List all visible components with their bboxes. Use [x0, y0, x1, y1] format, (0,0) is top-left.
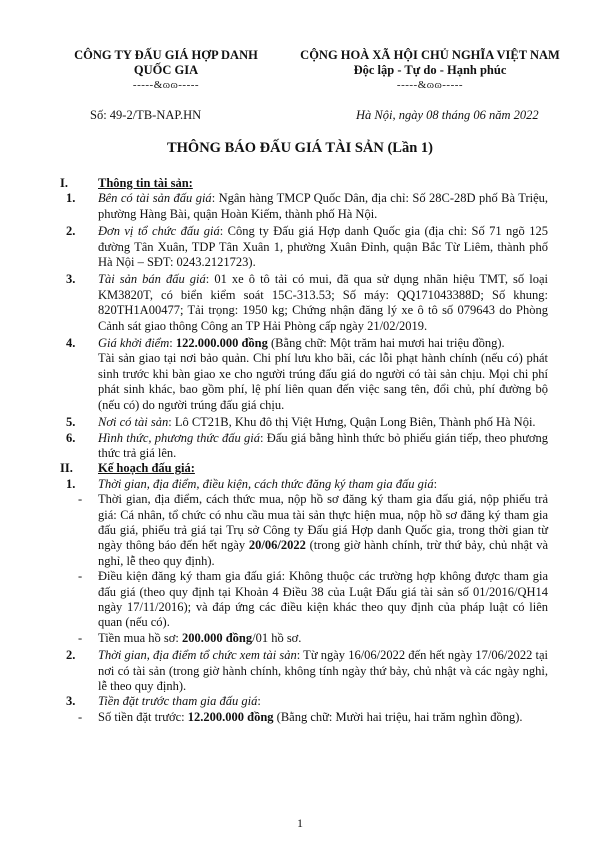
dash-item [60, 710, 548, 725]
dash-text-end: (Bằng chữ: Mười hai triệu, hai trăm nghìn đồng). [273, 709, 523, 724]
item-label: Bên có tài sản đấu giá [98, 191, 212, 206]
list-item [60, 477, 548, 492]
item-text: : Công ty Đấu giá Hợp danh Quốc gia (địa chỉ: Số 71 ngõ 125 đường Tân Xuân, TDP Tân Xuân 1, phường Xuân Đỉnh, quận Bắc Từ Liêm, thành phố Hà Nội – SĐT: 0243.2121723). [98, 224, 548, 270]
list-item [60, 272, 548, 334]
motto-ornament: -----&ɷɷ----- [396, 79, 464, 91]
org-ornament: -----&ɷɷ----- [132, 79, 200, 91]
deposit-amount: 12.200.000 đồng [187, 709, 274, 724]
dash-marker: - [78, 630, 83, 645]
organization-header [56, 48, 276, 92]
dash-text: Thời gian, địa điểm, cách thức mua, nộp hồ sơ đăng ký tham gia đấu giá, nộp phiếu trả giá: Cá nhân, tổ chức có nhu cầu mua tài sản thực hiện mua, nộp hồ sơ đăng ký tham gia đấu giá, phiếu trả giá tại Trụ sở Công ty Đấu giá Hợp danh Quốc gia, trong thời gian từ ngày thông báo đến hết ngày [98, 492, 548, 553]
list-item [60, 191, 548, 222]
item-text: : Lô CT21B, Khu đô thị Việt Hưng, Quận Long Biên, Thành phố Hà Nội. [168, 415, 536, 430]
item-colon: : [433, 476, 438, 491]
item-label: Hình thức, phương thức đấu giá [98, 430, 261, 445]
item-number: 4. [66, 336, 76, 351]
item-note: Tài sản giao tại nơi bảo quản. Chi phí lưu kho bãi, các lỗi phạt hành chính (nếu có) phát sinh trước khi bàn giao xe cho người trúng đấu giá do người có tài sản chịu. Mọi chi phí phát sinh khác, bao gồm phí, lệ phí liên quan đến việc sang tên, đổi chủ, phí đường bộ (nếu có) do người trúng đấu giá chịu. [98, 351, 548, 412]
item-number: 1. [66, 476, 76, 491]
dash-text-end: (trong giờ hành chính, trừ thứ bảy, chủ nhật và nghỉ, lễ theo quy định). [98, 538, 549, 568]
dash-item [60, 569, 548, 631]
item-number: 3. [66, 272, 76, 287]
dash-text: Số tiền đặt trước: [98, 709, 188, 724]
list-item [60, 694, 548, 709]
national-header [280, 48, 580, 92]
section-title: Kế hoạch đấu giá: [98, 461, 195, 476]
dash-marker: - [78, 709, 83, 724]
list-item: 4. Giá khởi điểm: 122.000.000 đồng (Bằng chữ: Một trăm hai mươi hai triệu đồng). Tài sản giao tại nơi bảo quản. Chi phí lưu kho bãi, các lỗi phạt hành chính (nếu có) phát sinh trước khi bàn giao xe cho người trúng đấu giá do người có tài sản chịu. Mọi chi phí phát sinh khác, bao gồm phí, lệ phí liên quan đến việc sang tên, đổi chủ, phí đường bộ (nếu có) do người trúng đấu giá chịu. [66, 336, 548, 412]
item-label: Thời gian, địa điểm tổ chức xem tài sản [98, 648, 297, 663]
item-label: Nơi có tài sản [98, 415, 169, 430]
dash-item [60, 492, 548, 569]
item-text: : Đấu giá bằng hình thức bỏ phiếu gián tiếp, theo phương thức trả giá lên. [98, 430, 549, 460]
section-heading [60, 461, 548, 476]
document-number: Số: 49-2/TB-NAP.HN [90, 108, 202, 122]
dash-text: Tiền mua hồ sơ: [98, 630, 182, 645]
document-title: THÔNG BÁO ĐẤU GIÁ TÀI SẢN (Lần 1) [166, 140, 433, 156]
item-number: 2. [66, 648, 76, 663]
org-name-line2: QUỐC GIA [133, 63, 199, 77]
org-name-line1: CÔNG TY ĐẤU GIÁ HỢP DANH [74, 48, 258, 62]
registration-deadline: 20/06/2022 [248, 538, 306, 553]
item-text: : Ngân hàng TMCP Quốc Dân, địa chỉ: Số 28C-28D phố Bà Triệu, phường Hàng Bài, quận Hoàn Kiếm, thành phố Hà Nội. [98, 191, 549, 221]
item-number: 6. [66, 430, 76, 445]
item-label: Đơn vị tổ chức đấu giá [98, 224, 220, 239]
section-heading [60, 176, 548, 191]
item-label: Tài sản bán đấu giá [98, 272, 206, 287]
item-text: (Bằng chữ: Một trăm hai mươi hai triệu đồng). [267, 336, 505, 351]
item-number: 2. [66, 224, 76, 239]
dash-text-end: /01 hồ sơ. [252, 630, 302, 645]
list-item [60, 648, 548, 694]
item-text: : Từ ngày 16/06/2022 đến hết ngày 17/06/2022 tại nơi có tài sản (trong giờ hành chính, không tính ngày thứ bảy, chủ nhật và các ngày nghỉ, lễ theo quy định). [98, 648, 548, 693]
item-number: 5. [66, 415, 76, 430]
national-motto: Độc lập - Tự do - Hạnh phúc [353, 63, 507, 77]
list-item [60, 224, 548, 270]
section-number: I. [60, 176, 68, 190]
dash-text: Điều kiện đăng ký tham gia đấu giá: Không thuộc các trường hợp không được tham gia đấu giá (theo quy định tại Khoản 4 Điều 38 của Luật Đấu giá tài sản số 01/2016/QH14 ngày 17/11/2016); và đáp ứng các điều kiện khác theo quy định của pháp luật có liên quan (nếu có). [98, 569, 548, 630]
page-number: 1 [297, 816, 303, 830]
dossier-fee: 200.000 đồng [181, 630, 253, 645]
list-item [60, 415, 548, 430]
section-title: Thông tin tài sản: [98, 176, 193, 190]
country-name: CỘNG HOÀ XÃ HỘI CHỦ NGHĨA VIỆT NAM [300, 48, 560, 62]
item-number: 3. [66, 694, 76, 709]
section-number: II. [60, 461, 73, 476]
dash-marker: - [78, 492, 83, 507]
item-label: Thời gian, địa điểm, điều kiện, cách thức đăng ký tham gia đấu giá [98, 476, 434, 491]
item-colon: : [257, 694, 261, 709]
item-text: : 01 xe ô tô tải có mui, đã qua sử dụng nhãn hiệu TMT, số loại KM3820T, có biển kiểm soát 15C-313.53; Số máy: QQ171043388D; Số khung: 820TH1A00477; Tải trọng: 1950 kg; Chứng nhận đăng lý xe ô tô số 079643 do Phòng Cảnh sát giao thông Công an TP Hải Phòng cấp ngày 21/02/2019. [98, 272, 548, 333]
dash-item [60, 631, 548, 646]
dash-marker: - [78, 569, 83, 584]
document-body [60, 176, 548, 725]
list-item [60, 431, 548, 462]
item-label: Giá khởi điểm [98, 336, 170, 351]
document-date: Hà Nội, ngày 08 tháng 06 năm 2022 [356, 108, 539, 122]
item-label: Tiền đặt trước tham gia đấu giá [98, 694, 258, 709]
starting-price: 122.000.000 đồng [175, 336, 268, 351]
item-number: 1. [66, 191, 76, 206]
